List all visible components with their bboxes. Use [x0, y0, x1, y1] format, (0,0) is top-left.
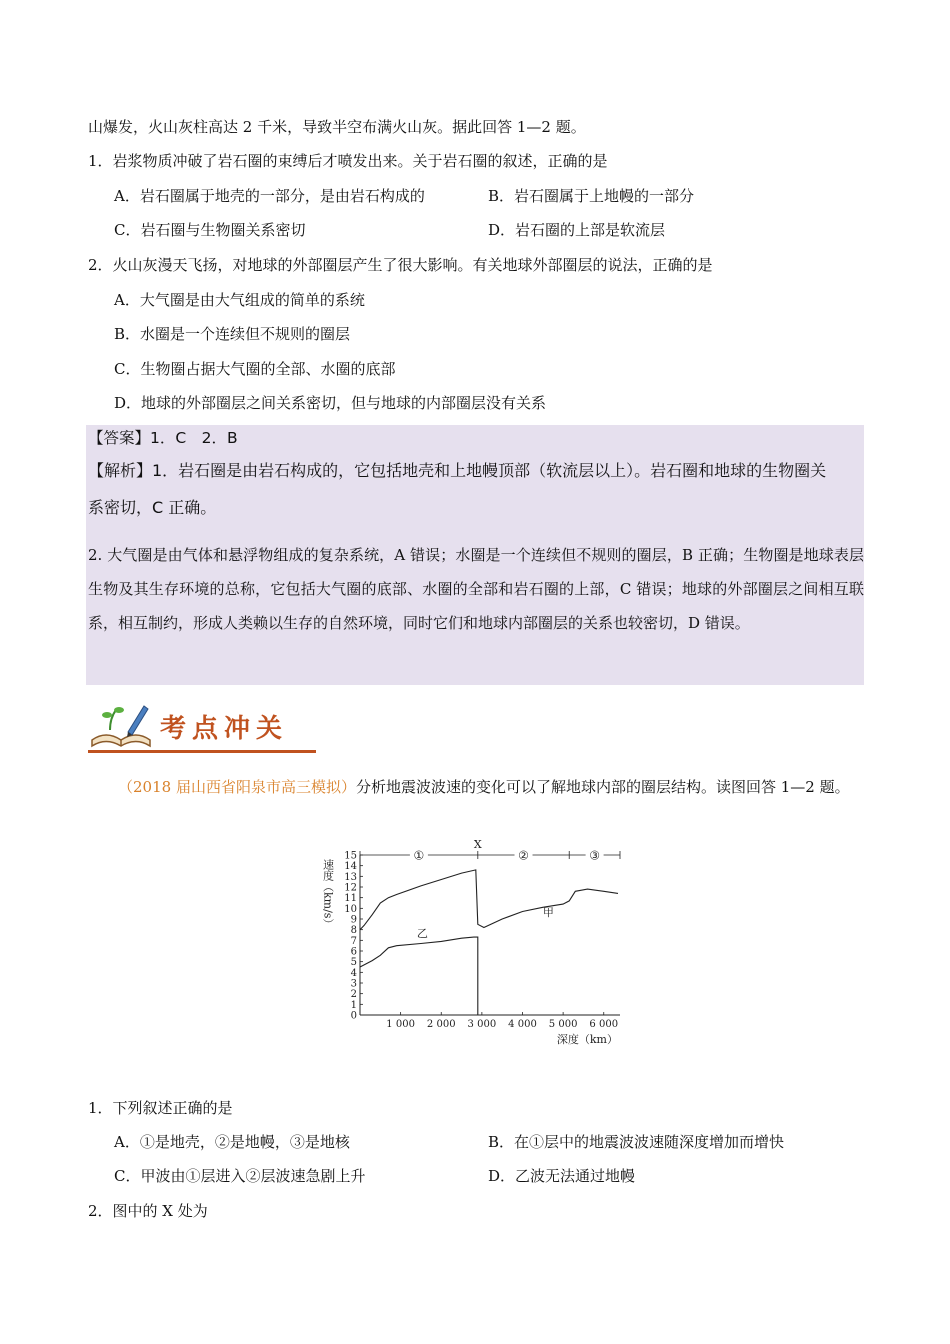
layer-label: ③ [589, 848, 600, 863]
chart-svg [320, 833, 640, 1088]
explanation-line-2: 系密切，C 正确。 [88, 498, 217, 517]
question-2-option-a: A．大气圈是由大气组成的简单的系统 [114, 291, 365, 309]
explanation-2: 2. 大气圈是由气体和悬浮物组成的复杂系统，A 错误；水圈是一个连续但不规则的圈层，B 正确；生物圈是地球表层生物及其生存环境的总称，它包括大气圈的底部、水圈的全部和岩石圈的上部，C 错误；地球的外部圈层之间相互联系，相互制约，形成人类赖以生存的自然环境，同时它们和地球内部圈层的关系也较密切，D 错误。 [88, 546, 864, 632]
section-rule [88, 750, 316, 753]
intro-tail: 山爆发，火山灰柱高达 2 千米，导致半空布满火山灰。据此回答 1—2 题。 [88, 118, 586, 136]
x-tick-label: 3 000 [467, 1019, 497, 1030]
question-3-option-d: D．乙波无法通过地幔 [488, 1167, 636, 1185]
question-3-stem: 1．下列叙述正确的是 [88, 1099, 233, 1117]
series-label-2: 乙 [416, 927, 428, 941]
question-1-option-c: C．岩石圈与生物圈关系密切 [114, 221, 306, 239]
y-tick-label: 5 [350, 957, 357, 969]
section-title: 考点冲关 [160, 714, 289, 744]
question-2-option-b: B．水圈是一个连续但不规则的圈层 [114, 325, 351, 343]
y-tick-label: 9 [350, 914, 357, 926]
x-tick-label: 1 000 [386, 1019, 415, 1030]
x-tick-label: 2 000 [426, 1019, 456, 1030]
question-1-stem: 1．岩浆物质冲破了岩石圈的束缚后才喷发出来。关于岩石圈的叙述，正确的是 [88, 152, 608, 170]
y-tick-label: 7 [350, 935, 357, 947]
question-1-option-d: D．岩石圈的上部是软流层 [488, 221, 666, 239]
question-1-option-a: A．岩石圈属于地壳的一部分，是由岩石构成的 [114, 187, 425, 205]
x-axis-label: 深度（km） [556, 1033, 618, 1046]
layer-label: ① [413, 848, 425, 863]
answer-label: 【答案】1．C 2．B [88, 429, 238, 447]
question-3-option-c: C．甲波由①层进入②层波速急剧上升 [114, 1167, 366, 1185]
question-3-option-a: A．①是地壳，②是地幔，③是地核 [114, 1133, 350, 1151]
x-tick-label: 4 000 [508, 1019, 537, 1030]
explanation-line-1: 【解析】1．岩石圈是由岩石构成的，它包括地壳和上地幔顶部（软流层以上）。岩石圈和地球的生物圈关 [88, 461, 827, 480]
question-1-option-b: B．岩石圈属于上地幔的一部分 [488, 187, 695, 205]
seismic-wave-chart [320, 833, 640, 1088]
y-axis-label: 速度（km/s） [321, 859, 335, 930]
y-tick-label: 2 [350, 989, 357, 1001]
y-tick-label: 14 [344, 861, 357, 873]
y-tick-label: 10 [344, 903, 357, 915]
y-tick-label: 8 [350, 925, 357, 937]
book-pencil-icon [88, 700, 154, 752]
intro-text: 分析地震波波速的变化可以了解地球内部的圈层结构。读图回答 1—2 题。 [355, 778, 850, 796]
y-tick-label: 3 [350, 978, 357, 990]
source-label: （2018 届山西省阳泉市高三模拟） [118, 778, 356, 796]
y-tick-label: 1 [350, 999, 357, 1011]
question-3-option-b: B．在①层中的地震波波速随深度增加而增快 [488, 1133, 785, 1151]
question-2-stem: 2．火山灰漫天飞扬，对地球的外部圈层产生了很大影响。有关地球外部圈层的说法，正确的是 [88, 256, 713, 274]
y-tick-label: 6 [350, 946, 357, 958]
series-line-2 [360, 937, 478, 1015]
question-group-intro [88, 770, 864, 804]
x-tick-label: 6 000 [589, 1019, 619, 1030]
question-2-option-c: C．生物圈占据大气圈的全部、水圈的底部 [114, 360, 396, 378]
boundary-label: X [473, 838, 482, 851]
y-tick-label: 13 [344, 871, 357, 883]
series-line-1 [360, 870, 618, 930]
y-tick-label: 0 [350, 1010, 357, 1022]
layer-label: ② [518, 848, 529, 863]
y-tick-label: 11 [344, 893, 357, 905]
y-tick-label: 4 [350, 967, 357, 979]
y-tick-label: 15 [344, 850, 357, 862]
x-tick-label: 5 000 [548, 1019, 578, 1030]
series-label-1: 甲 [542, 905, 554, 919]
y-tick-label: 12 [344, 882, 357, 894]
question-4-stem: 2．图中的 X 处为 [88, 1202, 208, 1220]
question-2-option-d: D．地球的外部圈层之间关系密切，但与地球的内部圈层没有关系 [114, 394, 547, 412]
